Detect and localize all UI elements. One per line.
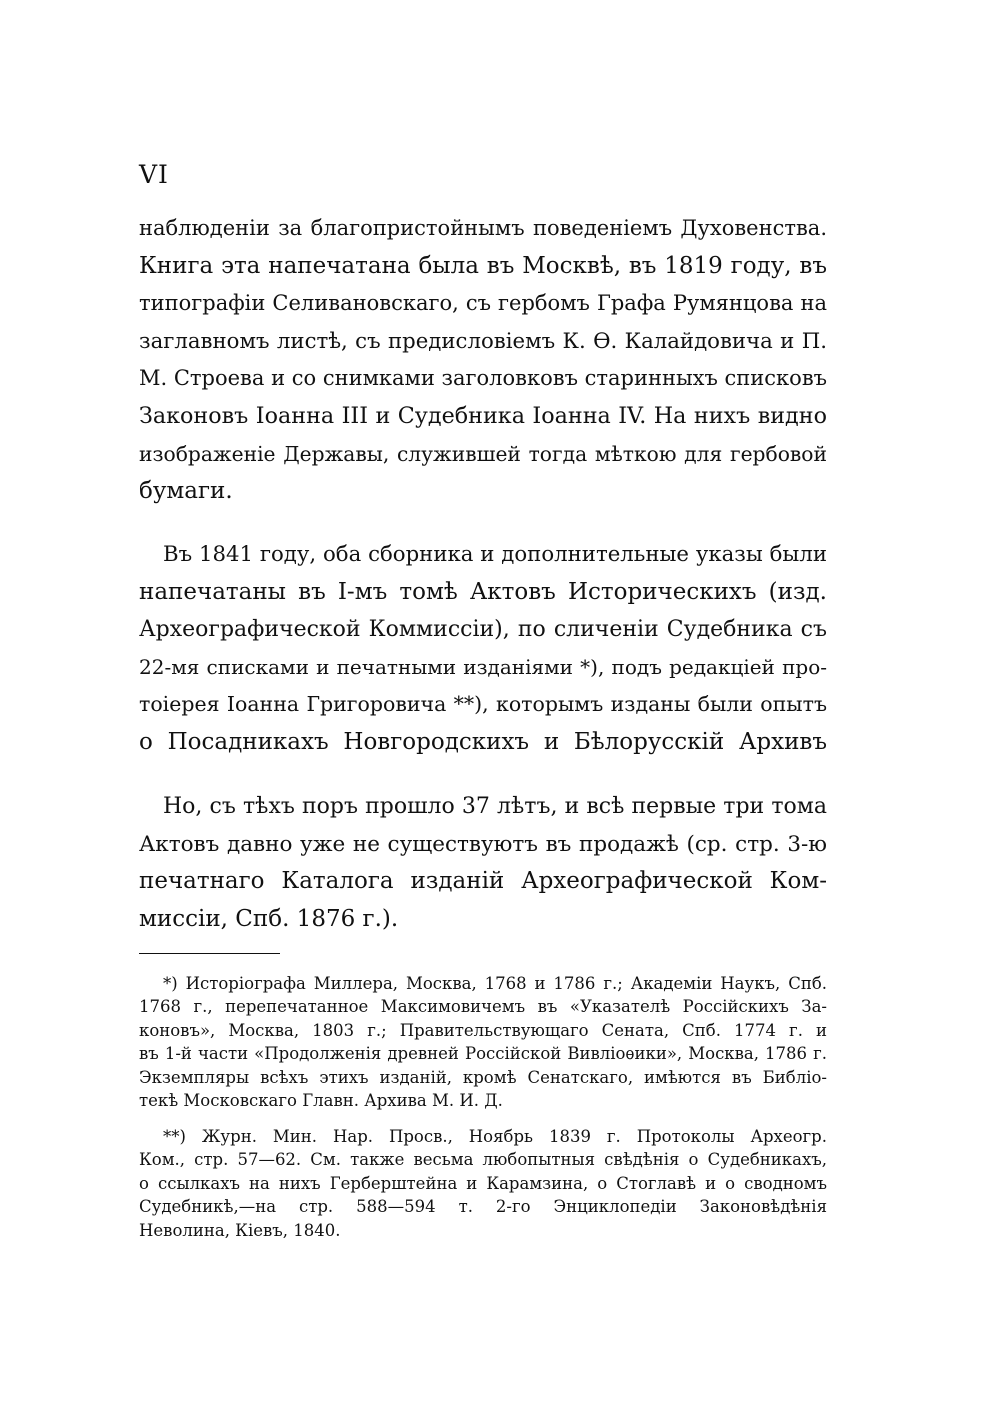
paragraph-line: напечатаны въ I-мъ томѣ Актовъ Историческихъ (изд. [139, 578, 827, 605]
footnote-line: текѣ Московскаго Главн. Архива М. И. Д. [139, 1090, 503, 1110]
footnote-2 [139, 1125, 827, 1242]
paragraph-line: Археографической Коммиссіи), по сличеніи Судебника съ [139, 617, 827, 643]
paragraph-2 [139, 536, 827, 762]
paragraph-line: заглавномъ листѣ, съ предисловіемъ К. Ѳ. Калайдовича и П. [139, 328, 827, 354]
footnote-line: Ком., стр. 57—62. См. также весьма любопытныя свѣдѣнія о Судебникахъ, [139, 1150, 827, 1170]
page-number: VI [139, 160, 169, 189]
paragraph-line: о Посадникахъ Новгородскихъ и Бѣлорусскій Архивъ [139, 728, 827, 755]
paragraph-line: миссіи, Спб. 1876 г.). [139, 905, 399, 932]
paragraph-3 [139, 788, 827, 938]
paragraph-line: М. Строева и со снимками заголовковъ старинныхъ списковъ [139, 366, 828, 391]
footnote-line: въ 1-й части «Продолженія древней Россійской Вивліоѳики», Москва, 1786 г. [139, 1044, 827, 1064]
footnote-line: 1768 г., перепечатанное Максимовичемъ въ «Указателѣ Россійскихъ За- [139, 997, 827, 1017]
footnote-line: коновъ», Москва, 1803 г.; Правительствующаго Сената, Спб. 1774 г. и [139, 1020, 827, 1040]
paragraph-line: 22-мя списками и печатными изданіями *), подъ редакціей про- [139, 654, 827, 679]
paragraph-line: наблюденіи за благопристойнымъ поведеніемъ Духовенства. [139, 216, 827, 240]
footnote-line: **) Журн. Мин. Нар. Просв., Ноябрь 1839 г. Протоколы Археогр. [163, 1127, 827, 1146]
footnote-line: Неволина, Кіевъ, 1840. [139, 1220, 341, 1240]
paragraph-1 [139, 210, 827, 511]
paragraph-line: изображеніе Державы, служившей тогда мѣткою для гербовой [139, 441, 827, 466]
paragraph-line: Законовъ Іоанна III и Судебника Іоанна IV. На нихъ видно [139, 402, 827, 429]
paragraph-line: тоіерея Іоанна Григоровича **), которымъ изданы были опытъ [139, 692, 827, 717]
footnote-line: о ссылкахъ на нихъ Герберштейна и Карамзина, о Стоглавѣ и о сводномъ [139, 1173, 827, 1193]
footnote-line: Судебникѣ,—на стр. 588—594 т. 2-го Энциклопедіи Законовѣдѣнія [139, 1197, 827, 1217]
footnote-line: Экземпляры всѣхъ этихъ изданій, кромѣ Сенатскаго, имѣются въ Библіо- [139, 1067, 827, 1087]
paragraph-line: Актовъ давно уже не существуютъ въ продажѣ (ср. стр. 3-ю [139, 831, 827, 857]
paragraph-line: типографіи Селивановскаго, съ гербомъ Графа Румянцова на [139, 291, 827, 316]
footnote-line: *) Исторіографа Миллера, Москва, 1768 и 1786 г.; Академіи Наукъ, Спб. [163, 974, 827, 993]
paragraph-line: Въ 1841 году, оба сборника и дополнительные указы были [163, 542, 827, 567]
footnote-separator [139, 953, 280, 954]
paragraph-line: Книга эта напечатана была въ Москвѣ, въ 1819 году, въ [139, 252, 827, 279]
paragraph-line: печатнаго Каталога изданій Археографической Ком- [139, 868, 827, 895]
paragraph-line: Но, съ тѣхъ поръ прошло 37 лѣтъ, и всѣ первые три тома [163, 794, 827, 819]
paragraph-line: бумаги. [139, 478, 233, 505]
footnote-1 [139, 972, 827, 1112]
